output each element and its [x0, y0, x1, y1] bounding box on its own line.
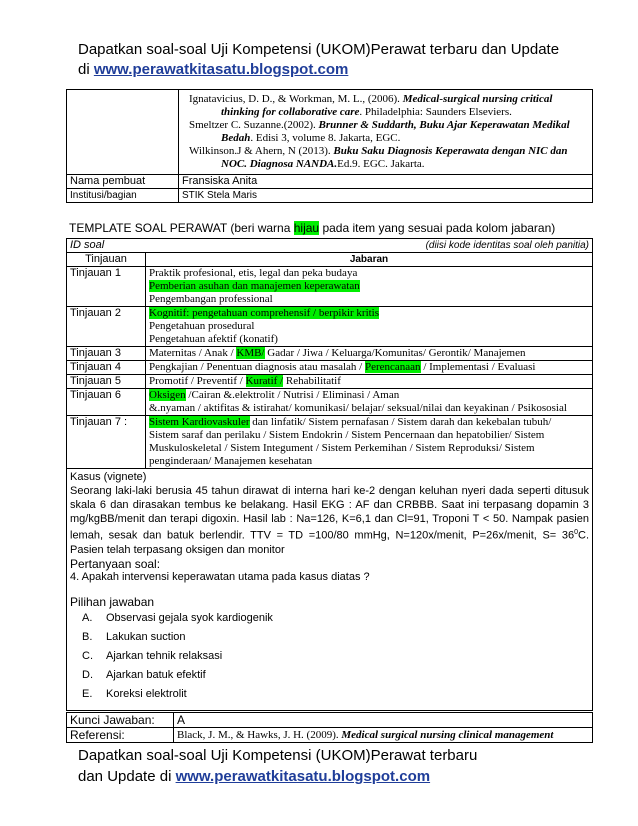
jabaran-cell [146, 267, 593, 307]
jabaran-line [149, 307, 589, 320]
jabaran-cell [146, 389, 593, 416]
tinjauan-row [67, 389, 593, 416]
maker-value: Fransiska Anita [179, 175, 593, 189]
reference-publisher: . Edisi 3, volume 8. Jakarta, EGC. [250, 132, 401, 144]
jabaran-line [149, 293, 589, 306]
ref-value [174, 728, 593, 743]
tinjauan-label: Tinjauan 1 [67, 267, 146, 307]
answer-option [82, 609, 589, 628]
jabaran-line [149, 347, 589, 360]
option-key: A. [82, 611, 93, 624]
header-link[interactable]: www.perawatkitasatu.blogspot.com [93, 61, 349, 78]
jabaran-text: Pengetahuan prosedural [149, 320, 255, 332]
answer-option [82, 666, 589, 685]
jabaran-text: Pengembangan professional [149, 293, 273, 305]
jabaran-text: Gadar / Jiwa / Keluarga/Komunitas/ Gerontik/ Manajemen [264, 347, 526, 359]
jabaran-text: Sistem saraf dan perilaku / Sistem Endokrin / Sistem Pencernaan dan hepatobilier/ Sistem [149, 429, 545, 441]
jabaran-cell [146, 416, 593, 469]
case-text [70, 484, 589, 557]
jabaran-text: dan linfatik/ Sistem pernafasan / Sistem darah dan kekebalan tubuh/ [249, 416, 552, 428]
tinjauan-label: Tinjauan 3 [67, 347, 146, 361]
jabaran-text: Promotif / Preventif / [149, 375, 246, 387]
meta-empty-cell [67, 90, 179, 175]
footer-link[interactable]: www.perawatkitasatu.blogspot.com [175, 768, 431, 785]
case-cell [67, 469, 593, 711]
jabaran-text: Pengetahuan afektif (konatif) [149, 333, 278, 345]
footer-prefix: dan Update di [78, 768, 176, 785]
option-text: Ajarkan batuk efektif [106, 668, 206, 681]
header-prefix: di [78, 61, 94, 78]
references-list [189, 93, 589, 171]
caption-mid: (beri warna [227, 221, 294, 235]
reference-item [189, 119, 589, 145]
case-sup: 0 [574, 529, 578, 536]
jabaran-text: Praktik profesional, etis, legal dan peka budaya [149, 267, 358, 279]
reference-publisher: . Philadelphia: Saunders Elseviers. [359, 106, 512, 118]
jabaran-cell [146, 307, 593, 347]
footer-line2 [78, 766, 598, 787]
jabaran-text: Maternitas / Anak / [149, 347, 237, 359]
jabaran-line [149, 375, 589, 388]
template-caption [69, 221, 555, 235]
jabaran-line [149, 429, 589, 442]
tinjauan-label: Tinjauan 4 [67, 361, 146, 375]
jabaran-line [149, 455, 589, 468]
option-key: D. [82, 668, 93, 681]
jabaran-line [149, 442, 589, 455]
jabaran-cell [146, 375, 593, 389]
caption-post: pada item yang sesuai pada kolom jabaran) [319, 221, 556, 235]
key-value: A [174, 713, 593, 728]
caption-title: TEMPLATE SOAL PERAWAT [69, 221, 228, 235]
case-body: Seorang laki-laki berusia 45 tahun dirawat di interna hari ke-2 dengan keluhan nyeri dada seperti ditusuk skala 6 dan dirasakan tembus ke belakang. Hasil EKG : AF dan CRBBB. Saat ini terpasang dopamin 3 mg/kgBB/menit dan terapi digoxin. Hasil lab : Na=126, K=6,1 dan Cl=91, Troponi T < 50. Nampak pasien lemah, sesak dan batuk berlendir. TTV = TD =100/80 mmHg, N=120x/menit, P=26x/menit, S= 36 [70, 485, 589, 542]
jabaran-text: / Implementasi / Evaluasi [420, 361, 536, 373]
question-text: 4. Apakah intervensi keperawatan utama pada kasus diatas ? [70, 570, 370, 583]
header-line1: Dapatkan soal-soal Uji Kompetensi (UKOM)Perawat terbaru dan Update [78, 41, 560, 58]
reference-authors: Smeltzer C. Suzanne.(2002). [189, 119, 319, 131]
reference-title: Brunner & Suddarth, Buku Ajar Keperawatan Medikal Bedah [221, 119, 570, 144]
reference-title: Buku Saku Diagnosis Keperawata dengan NIC dan NOC. Diagnosa NANDA. [221, 145, 568, 170]
id-label: ID soal [70, 239, 105, 251]
tinjauan-row [67, 307, 593, 347]
highlighted-item: KMB/ [236, 347, 265, 359]
tinjauan-label: Tinjauan 5 [67, 375, 146, 389]
id-row [67, 239, 593, 253]
jabaran-line [149, 320, 589, 333]
ref-label: Referensi: [67, 728, 174, 743]
tinjauan-row [67, 361, 593, 375]
option-text: Observasi gejala syok kardiogenik [106, 611, 273, 624]
option-key: B. [82, 630, 93, 643]
jabaran-text: Pengkajian / Penentuan diagnosis atau masalah / [149, 361, 365, 373]
jabaran-line [149, 280, 589, 293]
question-label: Pertanyaan soal: [70, 556, 161, 571]
reference-authors: Wilkinson.J & Ahern, N (2013). [189, 145, 334, 157]
page-footer [78, 745, 598, 787]
case-label: Kasus (vignete) [70, 471, 147, 483]
highlighted-item: Pemberian asuhan dan manajemen keperawatan [149, 280, 360, 292]
reference-publisher: Ed.9. EGC. Jakarta. [337, 158, 425, 170]
institution-label: Institusi/bagian [67, 189, 179, 203]
jabaran-line [149, 416, 589, 429]
tinjauan-row [67, 267, 593, 307]
jabaran-text: penginderaan/ Manajemen kesehatan [149, 455, 313, 467]
answer-option [82, 647, 589, 666]
tinjauan-row [67, 375, 593, 389]
ref-pre: Black, J. M., & Hawks, J. H. (2009). [177, 729, 342, 741]
header-line2 [78, 60, 598, 80]
jabaran-text: /Cairan &.elektrolit / Nutrisi / Eliminasi / Aman [185, 389, 400, 401]
highlighted-item: Kuratif / [245, 375, 284, 387]
answer-table [66, 712, 593, 743]
reference-title: Medical-surgical nursing critical thinking for collaborative care [221, 93, 553, 118]
option-text: Ajarkan tehnik relaksasi [106, 649, 223, 662]
option-text: Koreksi elektrolit [106, 687, 187, 700]
option-text: Lakukan suction [106, 630, 186, 643]
reference-authors: Ignatavicius, D. D., & Workman, M. L., (2006). [189, 93, 403, 105]
question-table [66, 238, 593, 711]
jabaran-text: Rehabilitatif [283, 375, 341, 387]
tinjauan-row [67, 416, 593, 469]
col-tinjauan-header: Tinjauan [67, 253, 146, 267]
highlighted-item: Kognitif: pengetahuan comprehensif / berpikir kritis [149, 307, 380, 319]
jabaran-text: &.nyaman / aktifitas & istirahat/ komunikasi/ belajar/ seksual/nilai dan keyakinan / Psikososial [149, 402, 567, 414]
page-header [78, 40, 598, 80]
jabaran-cell [146, 347, 593, 361]
jabaran-line [149, 402, 589, 415]
option-key: C. [82, 649, 93, 662]
jabaran-line [149, 361, 589, 374]
reference-item [189, 145, 589, 171]
options-label: Pilihan jawaban [70, 594, 155, 609]
answer-option [82, 628, 589, 647]
case-tail: C. Pasien telah terpasang oksigen dan monitor [70, 529, 589, 556]
jabaran-line [149, 267, 589, 280]
institution-value: STIK Stela Maris [179, 189, 593, 203]
jabaran-line [149, 333, 589, 346]
highlighted-item: Sistem Kardiovaskuler [149, 416, 250, 428]
references-cell [179, 90, 593, 175]
answer-option [82, 685, 589, 704]
maker-label: Nama pembuat [67, 175, 179, 189]
tinjauan-label: Tinjauan 7 : [67, 416, 146, 469]
meta-table [66, 89, 593, 203]
id-note: (diisi kode identitas soal oleh panitia) [425, 240, 589, 251]
jabaran-text: Muskuloskeletal / Sistem Integument / Sistem Perkemihan / Sistem Reproduksi/ Sistem [149, 442, 535, 454]
jabaran-cell [146, 361, 593, 375]
footer-line1: Dapatkan soal-soal Uji Kompetensi (UKOM)Perawat terbaru [78, 747, 478, 764]
key-label: Kunci Jawaban: [67, 713, 174, 728]
options-list [70, 609, 589, 704]
tinjauan-label: Tinjauan 2 [67, 307, 146, 347]
reference-item [189, 93, 589, 119]
tinjauan-row [67, 347, 593, 361]
tinjauan-label: Tinjauan 6 [67, 389, 146, 416]
highlighted-item: Perencanaan [364, 361, 421, 373]
ref-title: Medical surgical nursing clinical management [341, 729, 554, 741]
option-key: E. [82, 687, 93, 700]
highlighted-item: Oksigen [149, 389, 186, 401]
caption-highlight: hijau [293, 221, 320, 235]
col-jabaran-header: Jabaran [146, 253, 593, 267]
jabaran-line [149, 389, 589, 402]
